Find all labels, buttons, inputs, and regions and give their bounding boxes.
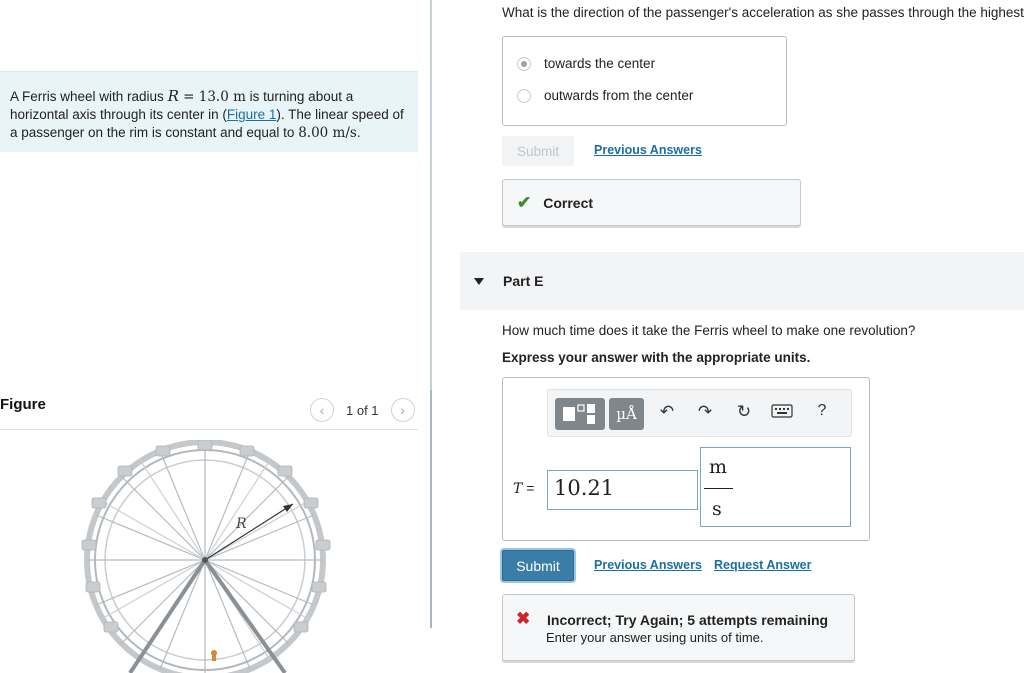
undo-icon[interactable]: ↶ — [659, 402, 675, 421]
units-button[interactable]: µÅ — [609, 398, 644, 430]
option-towards-center[interactable]: towards the center — [517, 56, 655, 71]
problem-statement: A Ferris wheel with radius R = 13.0 m is turning about a horizontal axis through its center in (Figure 1). The linear speed of a passenger on the rim is constant and equal to 8.00 m/s. — [0, 71, 418, 152]
figure-count: 1 of 1 — [346, 402, 379, 418]
collapse-triangle-icon[interactable] — [474, 278, 484, 285]
chevron-right-icon[interactable]: › — [391, 398, 415, 422]
part-d-submit-button[interactable]: Submit — [502, 136, 574, 166]
problem-panel — [0, 0, 432, 673]
figure-radius-label: R — [236, 516, 247, 532]
x-mark-icon: ✖ — [516, 609, 531, 628]
figure-divider — [0, 429, 418, 430]
figure-pager — [310, 398, 415, 422]
keyboard-icon[interactable] — [770, 403, 794, 423]
radius-symbol: R — [167, 87, 179, 105]
radio-selected-icon[interactable] — [517, 57, 531, 71]
radius-value: = 13.0 m — [178, 89, 246, 105]
unit-denominator: s — [712, 498, 722, 520]
speed-value: 8.00 m/s — [298, 125, 357, 141]
part-e-submit-button[interactable]: Submit — [502, 550, 574, 581]
ferris-wheel-figure — [80, 440, 340, 673]
feedback-title: Incorrect; Try Again; 5 attempts remaining — [547, 612, 829, 628]
help-icon[interactable]: ? — [817, 402, 827, 419]
request-answer-link[interactable]: Request Answer — [714, 558, 812, 572]
feedback-message: Enter your answer using units of time. — [546, 630, 764, 645]
part-e-header[interactable]: Part E — [460, 252, 1024, 310]
panel-resize-handle[interactable] — [430, 390, 432, 628]
fraction-bar — [704, 488, 733, 489]
figure-link[interactable]: Figure 1 — [226, 107, 277, 122]
figure-title: Figure — [0, 396, 46, 413]
templates-icon[interactable] — [555, 398, 605, 430]
math-toolbar — [547, 389, 852, 437]
part-e-previous-answers-link[interactable]: Previous Answers — [594, 558, 702, 572]
option-outwards-center[interactable]: outwards from the center — [517, 88, 693, 103]
unit-numerator: m — [709, 456, 728, 478]
redo-icon[interactable]: ↷ — [697, 402, 713, 421]
part-d-feedback: ✔ Correct — [502, 179, 801, 226]
part-e-instruction: Express your answer with the appropriate units. — [502, 350, 811, 365]
checkmark-icon: ✔ — [517, 192, 532, 212]
part-d-question: What is the direction of the passenger's acceleration as she passes through the highest — [502, 5, 1024, 20]
part-e-question: How much time does it take the Ferris wheel to make one revolution? — [502, 323, 916, 338]
radio-icon[interactable] — [517, 89, 531, 103]
units-input[interactable] — [700, 447, 851, 527]
variable-label: T = — [513, 480, 535, 497]
part-d-previous-answers-link[interactable]: Previous Answers — [594, 143, 702, 157]
value-input[interactable]: 10.21 — [547, 470, 698, 510]
reset-icon[interactable]: ↻ — [736, 402, 752, 421]
chevron-left-icon[interactable]: ‹ — [310, 398, 334, 422]
part-d-options — [502, 36, 787, 126]
part-e-feedback — [502, 594, 855, 661]
